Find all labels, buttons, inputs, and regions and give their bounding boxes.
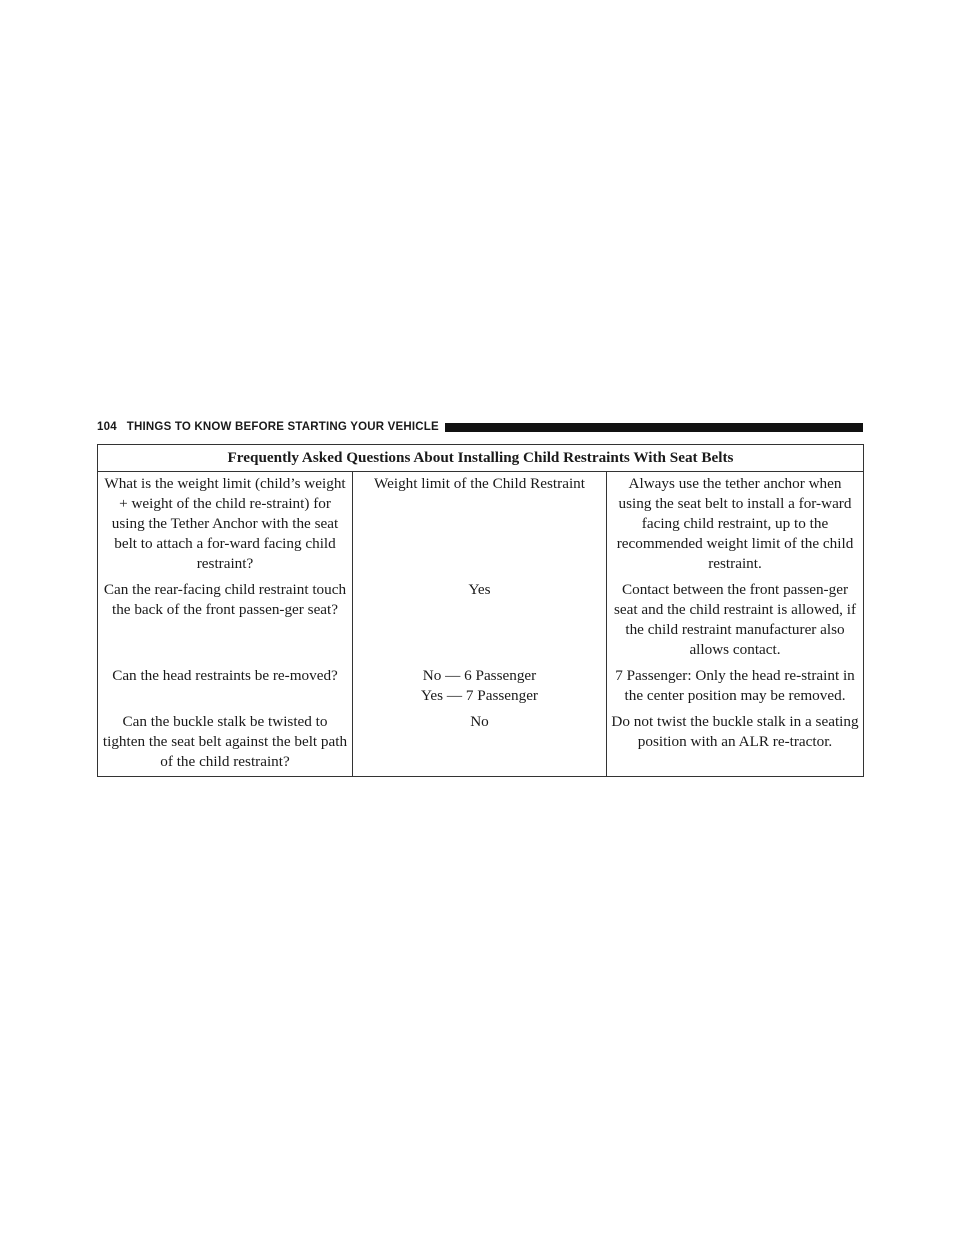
table-title-row — [98, 445, 864, 472]
comment-cell: Always use the tether anchor when using the seat belt to install a for-ward facing child restraint, up to the recommended weight limit of the child restraint. — [607, 472, 864, 579]
table-row — [98, 578, 864, 664]
faq-table — [97, 444, 864, 777]
comment-cell: Contact between the front passen-ger seat and the child restraint is allowed, if the child restraint manufacturer also allows contact. — [607, 578, 864, 664]
section-title: THINGS TO KNOW BEFORE STARTING YOUR VEHICLE — [126, 421, 439, 433]
table-row — [98, 472, 864, 579]
page-header — [97, 418, 863, 436]
question-cell: What is the weight limit (child’s weight + weight of the child re-straint) for using the Tether Anchor with the seat belt to attach a for-ward facing child restraint? — [98, 472, 353, 579]
table-title: Frequently Asked Questions About Installing Child Restraints With Seat Belts — [98, 445, 864, 472]
answer-cell: Yes — [353, 578, 607, 664]
answer-cell: Weight limit of the Child Restraint — [353, 472, 607, 579]
question-cell: Can the rear-facing child restraint touch the back of the front passen-ger seat? — [98, 578, 353, 664]
answer-line: No — 6 Passenger — [422, 667, 537, 684]
question-cell: Can the head restraints be re-moved? — [98, 664, 353, 710]
answer-cell — [353, 664, 607, 710]
comment-cell: 7 Passenger: Only the head re-straint in the center position may be removed. — [607, 664, 864, 710]
header-rule — [445, 423, 863, 432]
page-number: 104 — [97, 421, 117, 433]
table-row — [98, 710, 864, 777]
table-row — [98, 664, 864, 710]
question-cell: Can the buckle stalk be twisted to tighten the seat belt against the belt path of the child restraint? — [98, 710, 353, 777]
comment-cell: Do not twist the buckle stalk in a seating position with an ALR re-tractor. — [607, 710, 864, 777]
answer-cell: No — [353, 710, 607, 777]
answer-line: Yes — 7 Passenger — [420, 687, 538, 704]
